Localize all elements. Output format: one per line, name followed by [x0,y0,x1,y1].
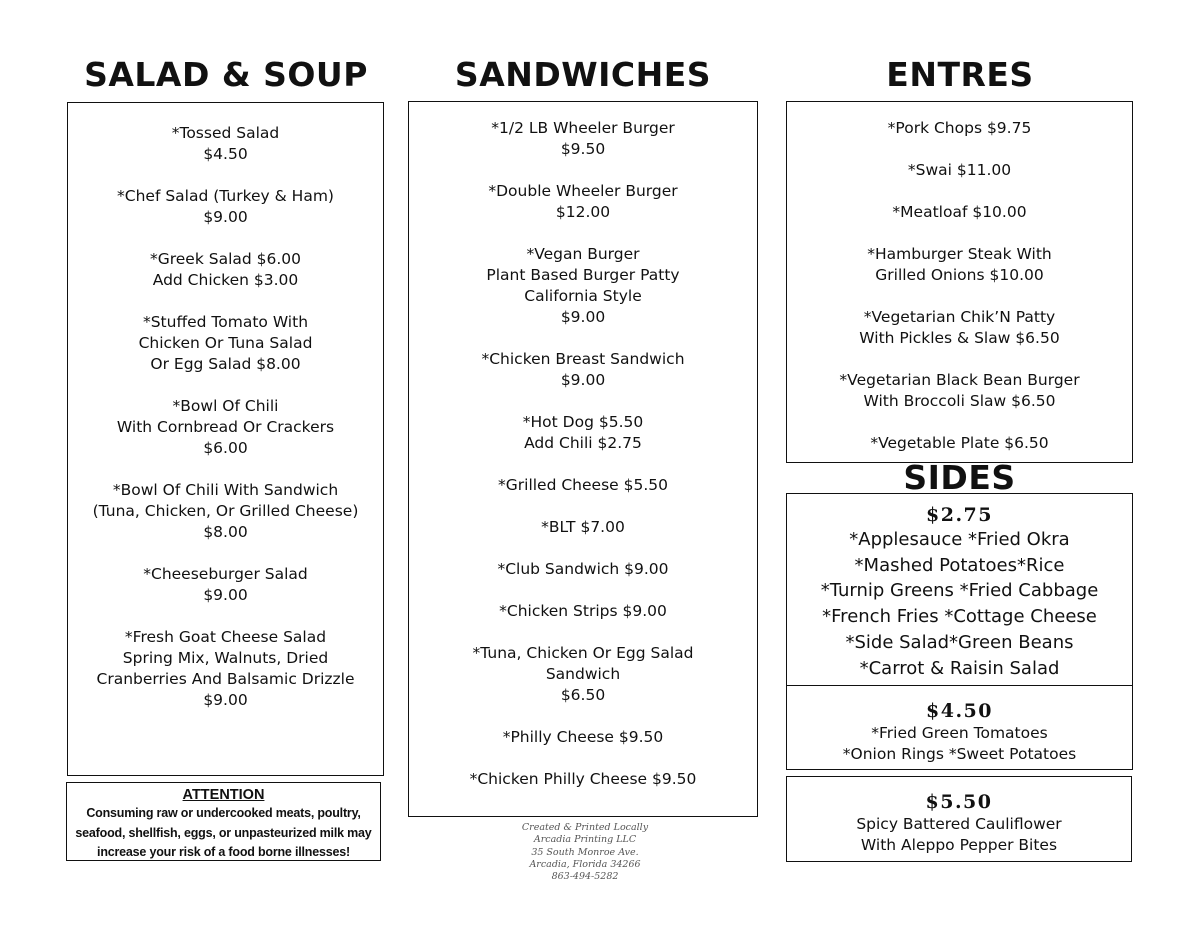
menu-item-line: *Tuna, Chicken Or Egg Salad [472,644,694,662]
menu-item-line: (Tuna, Chicken, Or Grilled Cheese) [92,502,359,520]
menu-item-line: Add Chili $2.75 [524,434,642,452]
printer-credit [440,822,730,883]
sides-group-275 [786,493,1133,686]
menu-item [409,181,757,223]
menu-item [68,396,383,459]
menu-item [68,123,383,165]
menu-item-line: Spring Mix, Walnuts, Dried [122,649,329,667]
menu-item-line: *Club Sandwich $9.00 [497,560,669,578]
menu-item-line: *Bowl Of Chili With Sandwich [112,481,339,499]
menu-item-line: Chicken Or Tuna Salad [138,334,313,352]
sides-heading: SIDES [903,458,1016,497]
menu-item-line: $9.50 [560,140,606,158]
menu-item-line: *Chicken Breast Sandwich [481,350,685,368]
menu-item-line: Cranberries And Balsamic Drizzle [96,670,355,688]
menu-item [68,480,383,543]
menu-item-line: Add Chicken $3.00 [152,271,299,289]
menu-item [787,307,1132,349]
menu-item [68,249,383,291]
menu-item-line: *Pork Chops $9.75 [887,119,1032,137]
menu-item [409,412,757,454]
menu-item [409,769,757,790]
menu-item [787,202,1132,223]
printer-line: Arcadia, Florida 34266 [529,858,641,870]
menu-item [409,559,757,580]
menu-item-line: *Vegetarian Black Bean Burger [839,371,1080,389]
menu-item-line: *Greek Salad $6.00 [149,250,302,268]
side-item: *Turnip Greens *Fried Cabbage [820,580,1099,602]
printer-line: 35 South Monroe Ave. [531,846,639,858]
menu-item-line: $9.00 [203,586,248,604]
attention-notice [66,782,381,861]
menu-item-line: *Swai $11.00 [907,161,1012,179]
menu-item [68,312,383,375]
side-item: *Side Salad*Green Beans [845,631,1074,653]
menu-item-line: $6.00 [203,439,248,457]
menu-item [787,244,1132,286]
printer-line: 863-494-5282 [551,871,619,883]
menu-item-line: $6.50 [560,686,606,704]
menu-item [409,601,757,622]
menu-item-line: $12.00 [555,203,611,221]
menu-item-line: *Philly Cheese $9.50 [502,728,664,746]
menu-item [787,160,1132,181]
menu-item-line: With Cornbread Or Crackers [116,418,335,436]
menu-item-line: $4.50 [203,145,248,163]
attention-line: increase your risk of a food borne illnesses! [97,845,350,859]
menu-item-line: *Bowl Of Chili [172,397,279,415]
menu-item-line: $9.00 [203,208,248,226]
menu-item [787,433,1132,454]
menu-item-line: Grilled Onions $10.00 [875,266,1044,284]
salad-soup-section [67,102,384,776]
menu-item [409,475,757,496]
menu-item-line: With Broccoli Slaw $6.50 [863,392,1056,410]
sides-price: $5.50 [925,791,993,813]
menu-item-line: Or Egg Salad $8.00 [150,355,301,373]
attention-title: ATTENTION [182,787,265,803]
menu-item-line: *Chef Salad (Turkey & Ham) [117,187,334,205]
attention-text [67,804,380,863]
menu-item-line: *Vegetable Plate $6.50 [870,434,1049,452]
side-item: *Mashed Potatoes*Rice [854,554,1065,576]
printer-line: Created & Printed Locally [521,822,649,833]
attention-line: seafood, shellfish, eggs, or unpasteurized milk may [75,825,372,840]
sides-group-550 [786,776,1132,862]
side-item: Spicy Battered Cauliflower [856,815,1062,833]
menu-item-line: *Grilled Cheese $5.50 [498,476,668,494]
menu-item-line: *Hot Dog $5.50 [522,413,644,431]
printer-line: Arcadia Printing LLC [533,834,637,846]
menu-item-line: *Tossed Salad [171,124,280,142]
menu-item-line: *Vegan Burger [526,245,640,263]
menu-item [409,727,757,748]
menu-item-line: *Stuffed Tomato With [142,313,309,331]
side-item: *Applesauce *Fried Okra [849,529,1070,550]
menu-item-line: *BLT $7.00 [541,518,625,536]
menu-item-line: California Style [524,287,642,305]
menu-item-line: Sandwich [545,665,621,683]
menu-item-line: *Vegetarian Chik’N Patty [863,308,1056,326]
attention-line: Consuming raw or undercooked meats, poultry, [86,806,361,820]
side-item: *Carrot & Raisin Salad [859,657,1060,679]
menu-item [787,118,1132,139]
menu-item [409,349,757,391]
sandwiches-section [408,101,758,817]
menu-item [68,564,383,606]
menu-item-line: *1/2 LB Wheeler Burger [491,119,675,137]
menu-item-line: $8.00 [203,523,248,541]
menu-item [409,118,757,160]
side-item: *Fried Green Tomatoes [871,724,1048,742]
side-item: *Onion Rings *Sweet Potatoes [842,745,1077,763]
menu-item [409,643,757,706]
salad-soup-heading: SALAD & SOUP [84,55,368,94]
menu-item [409,517,757,538]
menu-item-line: *Meatloaf $10.00 [892,203,1027,221]
menu-item-line: *Fresh Goat Cheese Salad [124,628,327,646]
sides-group-450 [786,685,1133,770]
menu-item-line: *Double Wheeler Burger [488,182,678,200]
menu-item-line: With Pickles & Slaw $6.50 [859,329,1060,347]
side-item: *French Fries *Cottage Cheese [822,606,1097,628]
menu-item [68,627,383,711]
sandwiches-heading: SANDWICHES [454,55,712,94]
entres-section [786,101,1133,463]
entres-heading: ENTRES [886,55,1034,94]
menu-item [68,186,383,228]
menu-item [787,370,1132,412]
menu-item-line: *Chicken Strips $9.00 [499,602,667,620]
menu-item-line: *Hamburger Steak With [867,245,1052,263]
menu-item-line: $9.00 [560,371,606,389]
menu-item-line: *Chicken Philly Cheese $9.50 [469,770,697,788]
menu-item-line: Plant Based Burger Patty [486,266,680,284]
side-item: With Aleppo Pepper Bites [860,836,1058,854]
menu-item-line: *Cheeseburger Salad [143,565,308,583]
menu-item-line: $9.00 [560,308,606,326]
sides-price: $2.75 [926,504,993,526]
sides-price: $4.50 [926,700,993,722]
menu-item [409,244,757,328]
menu-item-line: $9.00 [203,691,248,709]
